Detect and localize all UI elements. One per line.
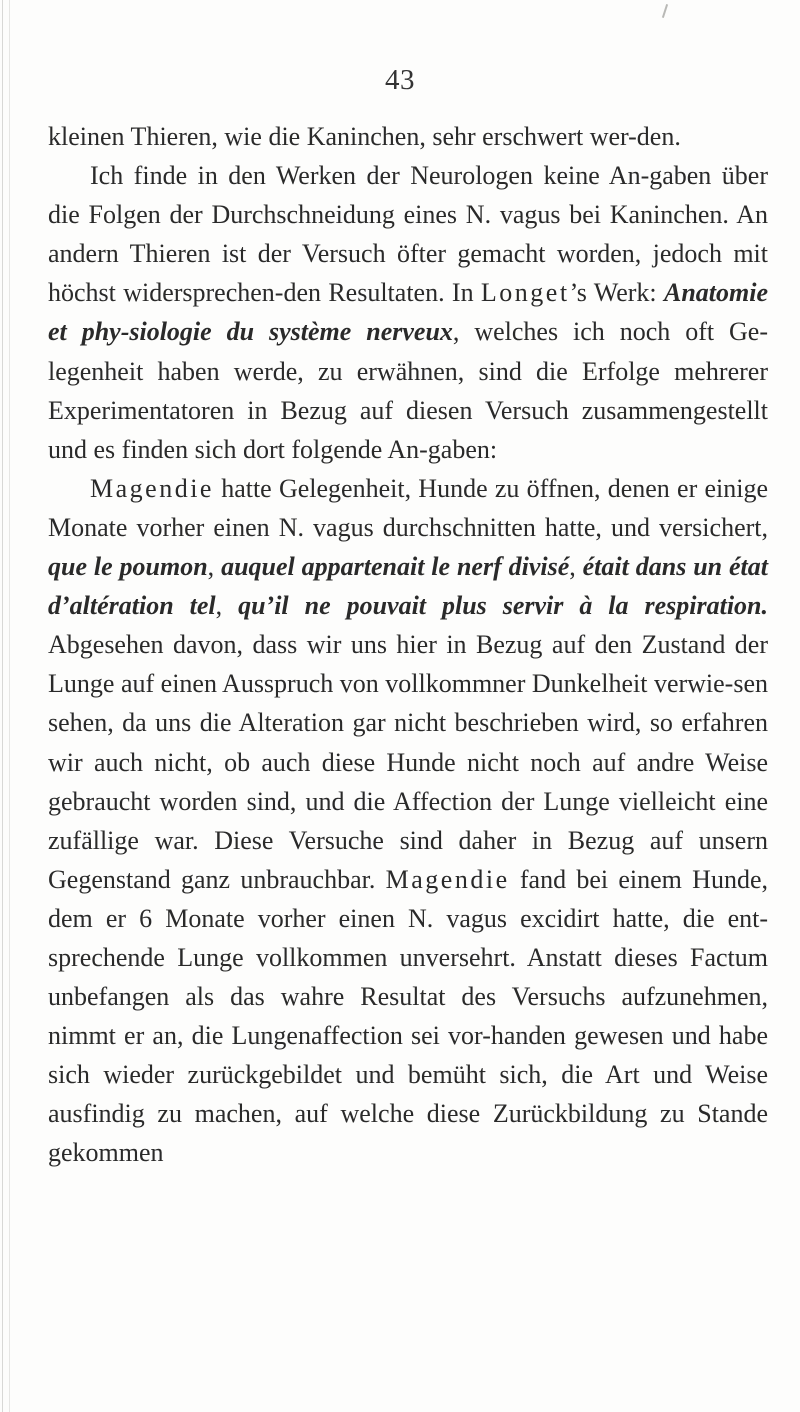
text-run: kleinen Thieren, wie die Kaninchen, sehr erschwert wer-den. [48, 122, 681, 151]
text-run: , [207, 552, 222, 582]
italic-phrase: Anatomie et phy-siologie du système nerveux [48, 278, 768, 347]
text-run: , [215, 591, 239, 621]
italic-phrase: qu’il ne pouvait plus servir à la respiration. [238, 591, 768, 621]
spaced-name: Longet [480, 278, 570, 308]
paragraph [48, 117, 768, 156]
page-edge-line [2, 0, 3, 1412]
text-run: Abgesehen davon, dass wir uns hier in Bezug auf den Zustand der Lunge auf einen Ausspruch von vollkommner Dunkelheit verwie-sen sehen, da uns die Alteration gar nicht beschrieben wird, so erfahren wir auch nicht, ob auch diese Hunde nicht noch auf andre Weise gebraucht worden sind, und die Affection der Lunge vielleicht eine zufällige war. Diese Versuche sind daher in Bezug auf unsern Gegenstand ganz unbrauchbar. [48, 630, 768, 894]
italic-phrase: que le poumon [48, 552, 208, 582]
italic-phrase: était dans un état d’altération tel [48, 552, 768, 621]
paragraph [48, 156, 768, 469]
body-text [48, 117, 768, 1173]
spaced-name: Magendie [90, 473, 214, 503]
spaced-name: Magendie [385, 864, 510, 894]
italic-phrase: auquel appartenait le nerf divisé [221, 552, 570, 582]
paragraph [48, 469, 768, 1173]
print-speck [662, 4, 668, 18]
text-run: fand bei einem Hunde, dem er 6 Monate vorher einen N. vagus excidirt hatte, die ent-sprechende Lunge vollkommen unversehrt. Anstatt dieses Factum unbefangen als das wahre Resultat des Versuchs aufzunehmen, nimmt er an, die Lungenaffection sei vor-handen gewesen und habe sich wieder zurückgebildet und bemüht sich, die Art und Weise ausfindig zu machen, auf welche diese Zurückbildung zu Stande gekommen [48, 864, 768, 1168]
text-run: ’s Werk: [569, 278, 664, 308]
page-number: 43 [385, 64, 415, 96]
text-run: , welches ich noch oft Ge-legenheit haben werde, zu erwähnen, sind die Erfolge mehrerer Experimentatoren in Bezug auf diesen Versuch zusammengestellt und es finden sich dort folgende An-gaben: [48, 317, 768, 464]
text-run: Ich finde in den Werken der Neurologen keine An-gaben über die Folgen der Durchschneidung eines N. vagus bei Kaninchen. An andern Thieren ist der Versuch öfter gemacht worden, jedoch mit höchst widersprechen-den Resultaten. In [48, 161, 768, 308]
text-run: , [569, 552, 583, 582]
text-run: hatte Gelegenheit, Hunde zu öffnen, denen er einige Monate vorher einen N. vagus durchschnitten hatte, und versichert, [48, 473, 768, 542]
page-edge-line [9, 0, 10, 1412]
